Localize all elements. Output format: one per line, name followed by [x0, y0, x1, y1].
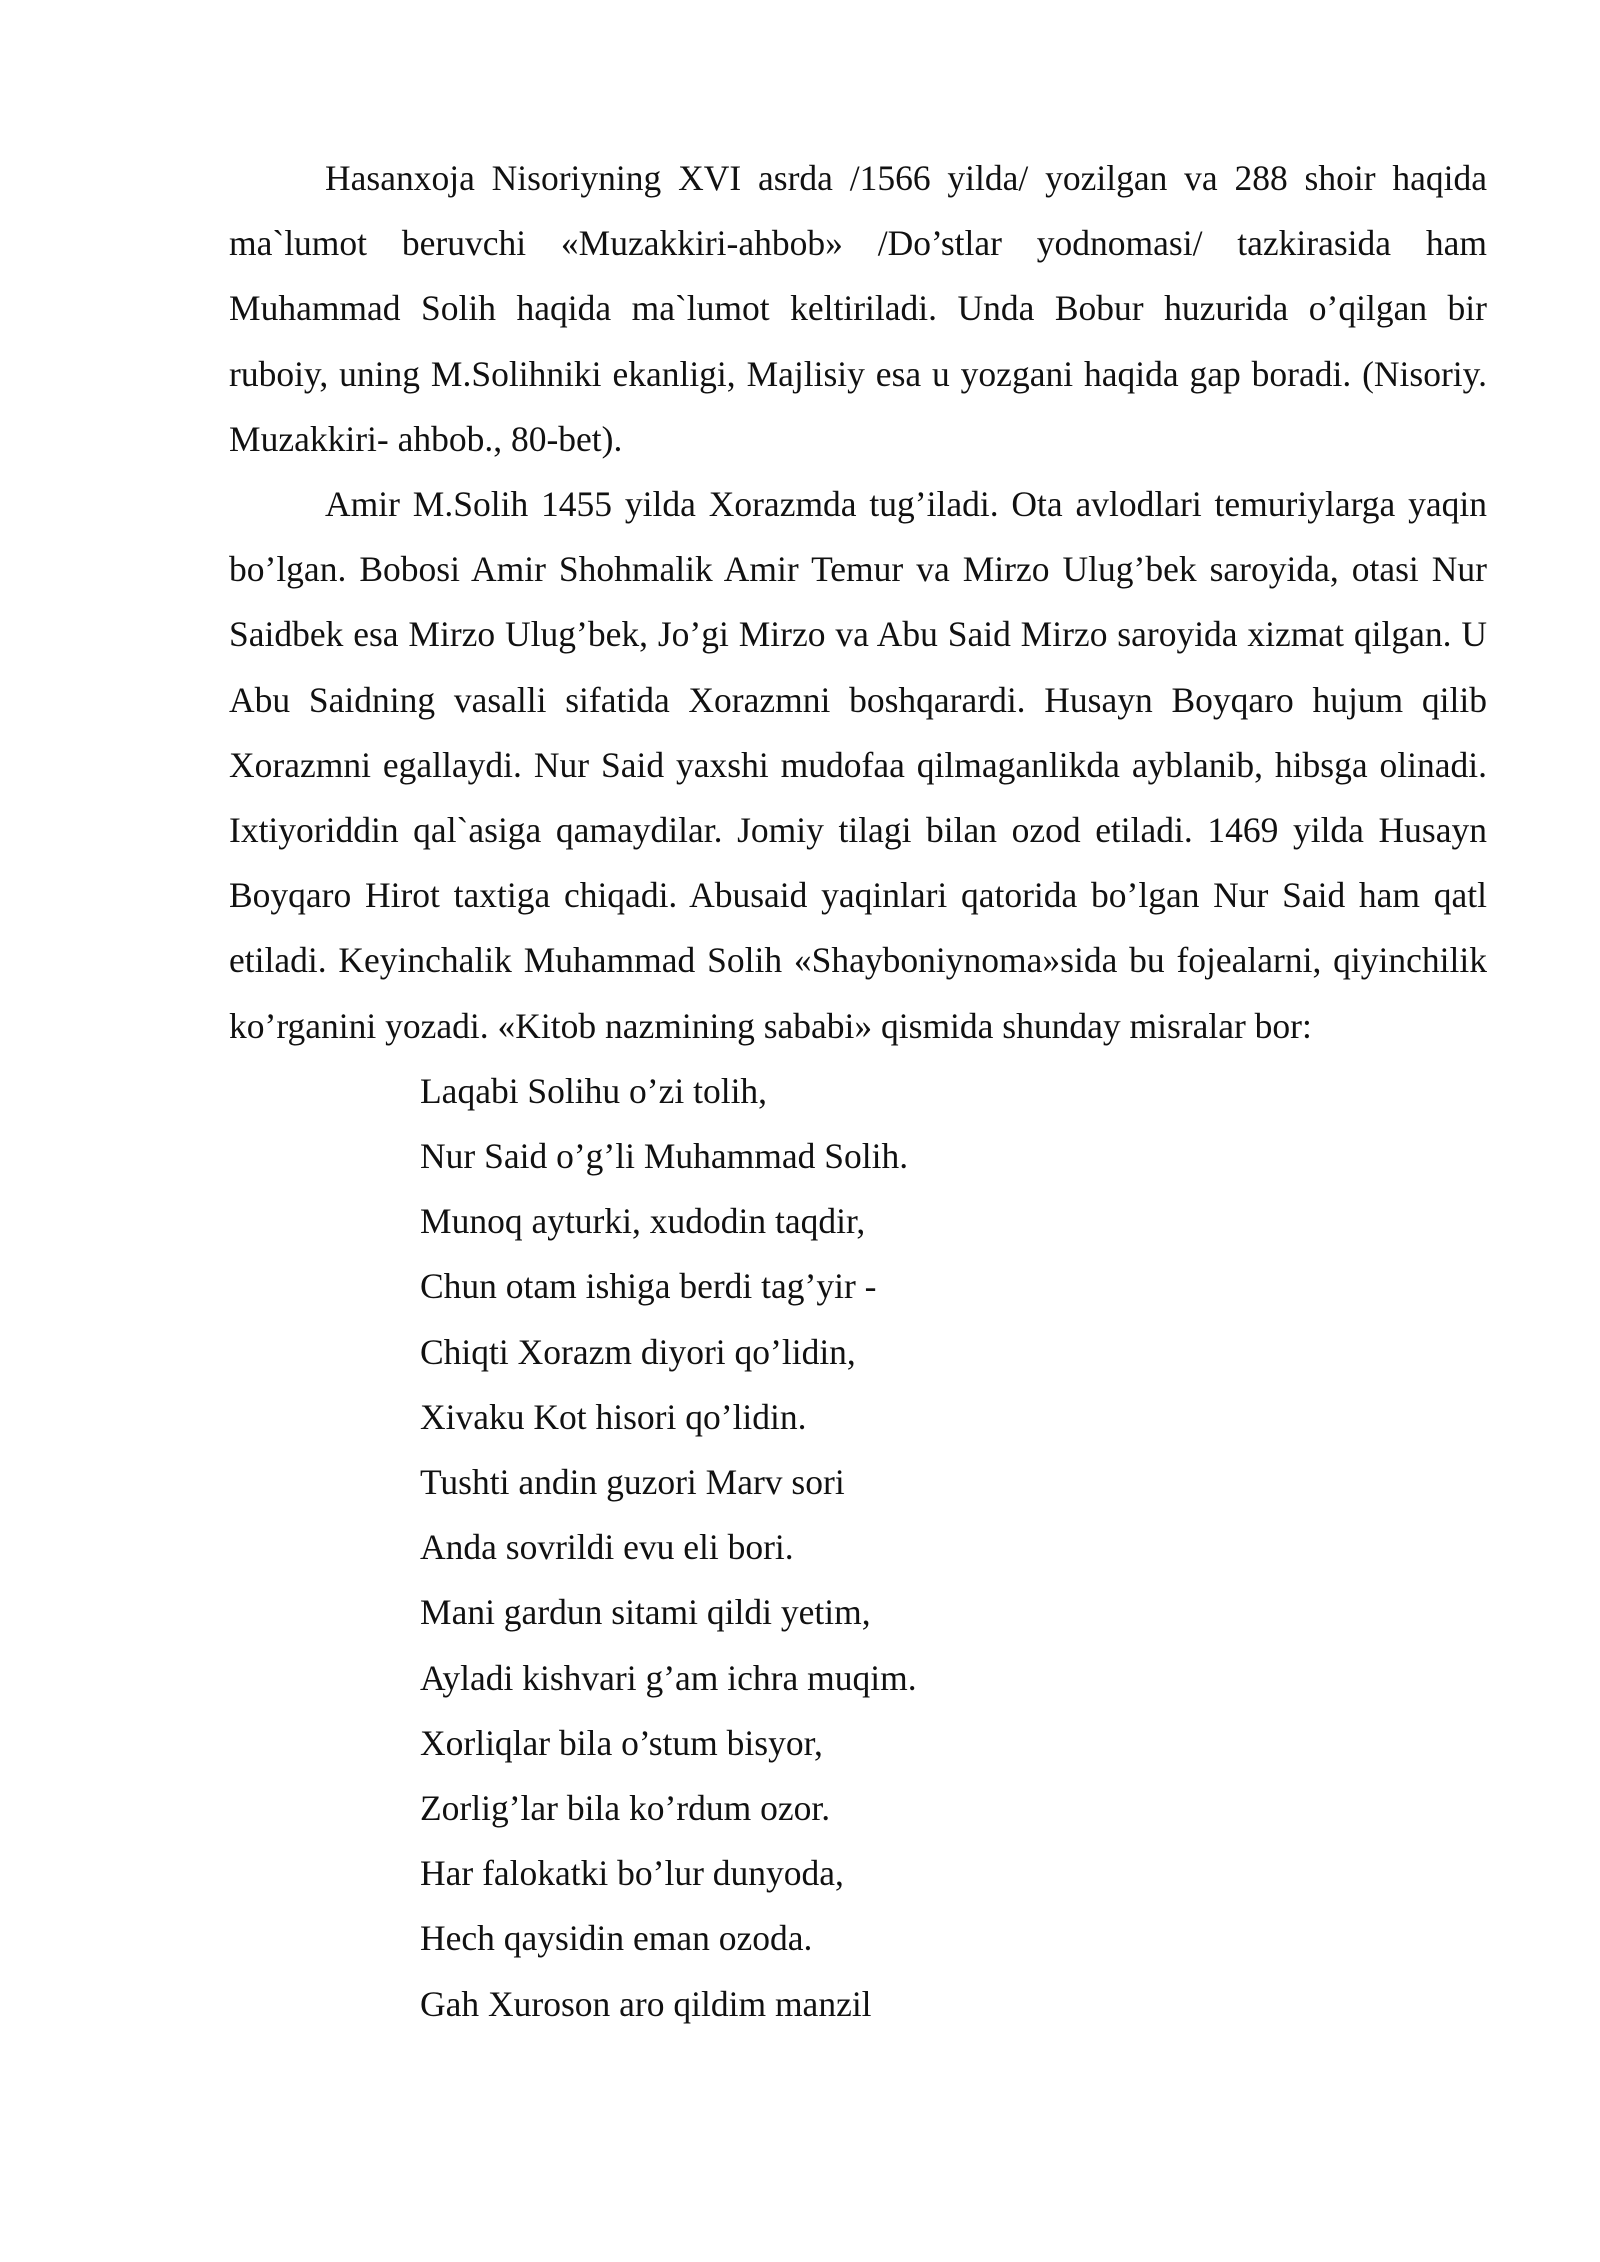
verse-line: Zorlig’lar bila ko’rdum ozor. [420, 1788, 831, 1829]
document-body [229, 146, 1487, 2037]
paragraph-1: Hasanxoja Nisoriyning XVI asrda /1566 yilda/ yozilgan va 288 shoir haqida ma`lumot beruvchi «Muzakkiri-ahbob» /Do’stlar yodnomasi/ tazkirasida ham Muhammad Solih haqida ma`lumot keltiriladi. Unda Bobur huzurida o’qilgan bir ruboiy, uning M.Solihniki ekanligi, Majlisiy esa u yozgani haqida gap boradi. (Nisoriy. Muzakkiri- ahbob., 80-bet). [229, 158, 1487, 459]
verse-line: Xivaku Kot hisori qo’lidin. [420, 1396, 807, 1437]
verse-line: Munoq ayturki, xudodin taqdir, [420, 1201, 866, 1242]
verse-block [229, 1059, 1487, 2037]
verse-line: Chiqti Xorazm diyori qo’lidin, [420, 1331, 856, 1372]
verse-line: Anda sovrildi evu eli bori. [420, 1527, 794, 1568]
verse-line: Mani gardun sitami qildi yetim, [420, 1592, 871, 1633]
verse-line: Xorliqlar bila o’stum bisyor, [420, 1722, 823, 1763]
verse-line: Nur Said o’g’li Muhammad Solih. [420, 1136, 909, 1177]
verse-line: Tushti andin guzori Marv sori [420, 1462, 845, 1503]
verse-line: Chun otam ishiga berdi tag’yir - [420, 1266, 877, 1307]
verse-line: Gah Xuroson aro qildim manzil [420, 1983, 872, 2024]
verse-line: Har falokatki bo’lur dunyoda, [420, 1853, 844, 1894]
verse-line: Laqabi Solihu o’zi tolih, [420, 1070, 768, 1111]
paragraph-2: Amir M.Solih 1455 yilda Xorazmda tug’iladi. Ota avlodlari temuriylarga yaqin bo’lgan. Bobosi Amir Shohmalik Amir Temur va Mirzo Ulug’bek saroyida, otasi Nur Saidbek esa Mirzo Ulug’bek, Jo’gi Mirzo va Abu Said Mirzo saroyida xizmat qilgan. U Abu Saidning vasalli sifatida Xorazmni boshqarardi. Husayn Boyqaro hujum qilib Xorazmni egallaydi. Nur Said yaxshi mudofaa qilmaganlikda ayblanib, hibsga olinadi. Ixtiyoriddin qal`asiga qamaydilar. Jomiy tilagi bilan ozod etiladi. 1469 yilda Husayn Boyqaro Hirot taxtiga chiqadi. Abusaid yaqinlari qatorida bo’lgan Nur Said ham qatl etiladi. Keyinchalik Muhammad Solih «Shayboniynoma»sida bu fojealarni, qiyinchilik ko’rganini yozadi. «Kitob nazmining sababi» qismida shunday misralar bor: [229, 484, 1487, 1046]
verse-line: Hech qaysidin eman ozoda. [420, 1918, 813, 1959]
verse-line: Ayladi kishvari g’am ichra muqim. [420, 1657, 917, 1698]
